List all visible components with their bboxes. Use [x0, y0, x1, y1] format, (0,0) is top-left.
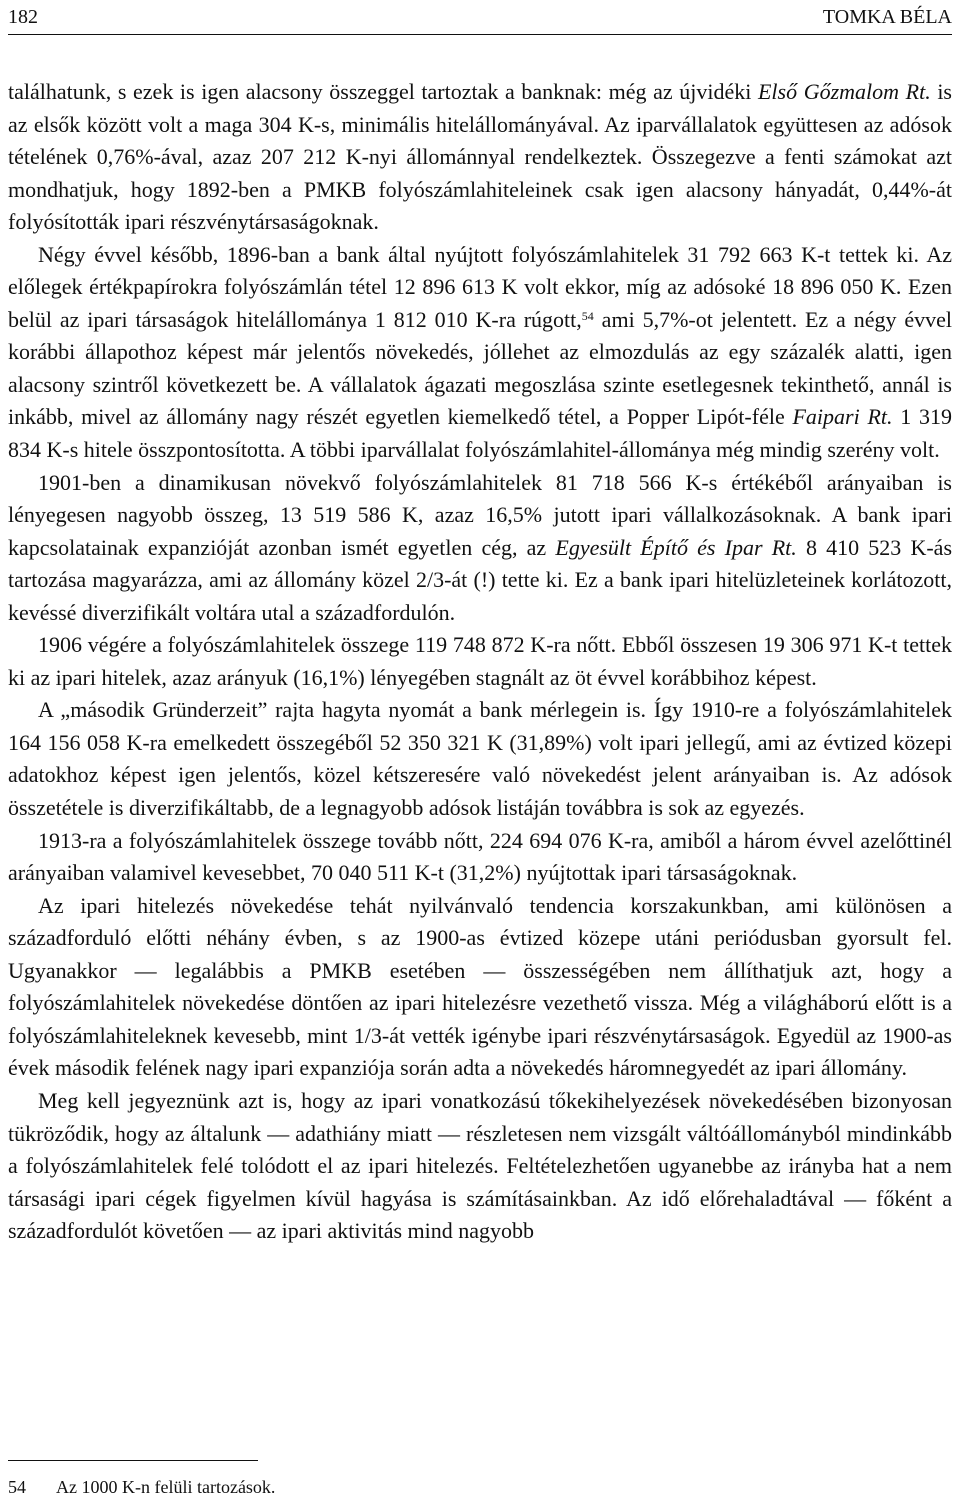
footnote-ref: 54 [581, 308, 594, 323]
footnote-text: Az 1000 K-n felüli tartozások. [56, 1477, 276, 1497]
text-run: találhatunk, s ezek is igen alacsony összeggel tartoztak a banknak: még az újvidéki [8, 79, 758, 104]
paragraph [8, 629, 952, 694]
header-rule [8, 34, 952, 35]
running-head: TOMKA BÉLA [822, 6, 952, 28]
paragraph [8, 76, 952, 239]
text-run: Az ipari hitelezés növekedése tehát nyilvánvaló tendencia korszakunkban, ami különösen a századforduló előtti néhány évben, s az 1900-as évtized közepe utáni periódusban gyorsult fel. Ugyanakkor — legalábbis a PMKB esetében — összességében nem állíthatjuk azt, hogy a folyószámlahitelek növekedése döntően az ipari hitelezésre vezethető vissza. Még a világháború előtt is a folyószámlahiteleknek kevesebb, mint 1/3-át vették igénybe ipari részvénytársaságok. Egyedül az 1900-as évek második felének nagy ipari expanziója során adta a növekedés háromnegyedét az ipari állomány. [8, 892, 952, 1081]
text-run: ami 5,7%-ot jelentett. Ez a négy évvel korábbi állapothoz képest már jelentős növekedés, jóllehet az elmozdulás az egy százalék alatti, igen alacsony szintről következett be. A vállalatok ágazati megoszlása szinte esetlegesnek tekinthető, annál is inkább, mivel az állomány nagy részét egyetlen kiemelkedő tétel, a Popper Lipót-féle [8, 306, 953, 430]
italic-text: Egyesült Építő és Ipar Rt. [555, 534, 797, 560]
footnote-number: 54 [8, 1477, 26, 1497]
text-run: 1906 végére a folyószámlahitelek összege 119 748 872 K-ra nőtt. Ebből összesen 19 306 971 K-t tettek ki az ipari hitelek, azaz arányuk (16,1%) lényegében stagnált az öt évvel korábbihoz képest. [8, 632, 952, 690]
text-run: 1901-ben a dinamikusan növekvő folyószámlahitelek 81 718 566 K-s értékéből arányaiban is lényegesen nagyobb összeg, 13 519 586 K, azaz 16,5% jutott ipari vállalkozásoknak. A bank ipari kapcsolatainak expanzióját azonban ismét egyetlen cég, az [8, 469, 952, 560]
footnote-rule [8, 1460, 258, 1461]
paragraph [8, 467, 952, 630]
text-run: 8 410 523 K-ás tartozása magyarázza, ami az állomány közel 2/3-át (!) tette ki. Ez a bank ipari hitelüzleteinek korlátozott, kevéssé diverzifikált voltára utal a századfordulón. [8, 534, 953, 625]
book-page [8, 0, 952, 1506]
paragraph [8, 1085, 952, 1248]
text-run: 1 319 834 K-s hitele összpontosította. A többi iparvállalat folyószámlahitel-állománya még mindig szerény volt. [8, 404, 953, 463]
paragraph [8, 239, 952, 467]
body-text [8, 76, 952, 1248]
italic-text: Faipari Rt. [792, 404, 893, 430]
text-run: A „második Gründerzeit” rajta hagyta nyomát a bank mérlegein is. Így 1910-re a folyószámlahitelek 164 156 058 K-ra emelkedett összegéből 52 350 321 K (31,89%) volt ipari jellegű, ami az évtized közepi adatokhoz képest igen jelentős, közel kétszeresére való növekedést jelent arányaiban is. Az adósok összetétele is diverzifikáltabb, de a legnagyobb adósok listáján továbbra is sok az egyezés. [8, 697, 952, 821]
footnote [8, 1474, 952, 1500]
page-header [8, 2, 952, 32]
paragraph [8, 694, 952, 824]
paragraph [8, 890, 952, 1085]
italic-text: Első Gőzmalom Rt. [757, 79, 931, 104]
text-run: is az elsők között volt a maga 304 K-s, minimális hitelállományával. Az iparvállalatok együttesen az adósok tételének 0,76%-ával, azaz 207 212 K-nyi állománnyal rendelkeztek. Összegezve a fenti számokat azt mondhatjuk, hogy 1892-ben a PMKB folyószámlahiteleinek csak igen alacsony hányadát, 0,44%-át folyósították ipari részvénytársaságoknak. [8, 79, 952, 235]
text-run: Négy évvel később, 1896-ban a bank által nyújtott folyószámlahitelek 31 792 663 K-t tettek ki. Az előlegek értékpapírokra folyószámlán tétel 12 896 613 K volt ekkor, míg az adósoké 18 896 050 K. Ezen belül az ipari társaságok hitelállománya 1 812 010 K-ra rúgott, [8, 241, 952, 332]
text-run: 1913-ra a folyószámlahitelek összege tovább nőtt, 224 694 076 K-ra, amiből a három évvel azelőttinél arányaiban valamivel kevesebbet, 70 040 511 K-t (31,2%) nyújtottak ipari társaságoknak. [8, 827, 952, 886]
text-run: Meg kell jegyeznünk azt is, hogy az ipari vonatkozású tőkekihelyezések növekedésében bizonyosan tükröződik, hogy az általunk — adathiány miatt — részletesen nem vizsgált váltóállományból mindinkább a folyószámlahitelek felé tolódott el az ipari hitelezés. Feltételezhetően ugyanebbe az irányba hat a nem társasági ipari cégek figyelmen kívül hagyása is számításainkban. Az idő előrehaladtával — főként a századfordulót követően — az ipari aktivitás mind nagyobb [8, 1087, 952, 1244]
paragraph [8, 825, 952, 890]
page-number: 182 [8, 6, 38, 28]
